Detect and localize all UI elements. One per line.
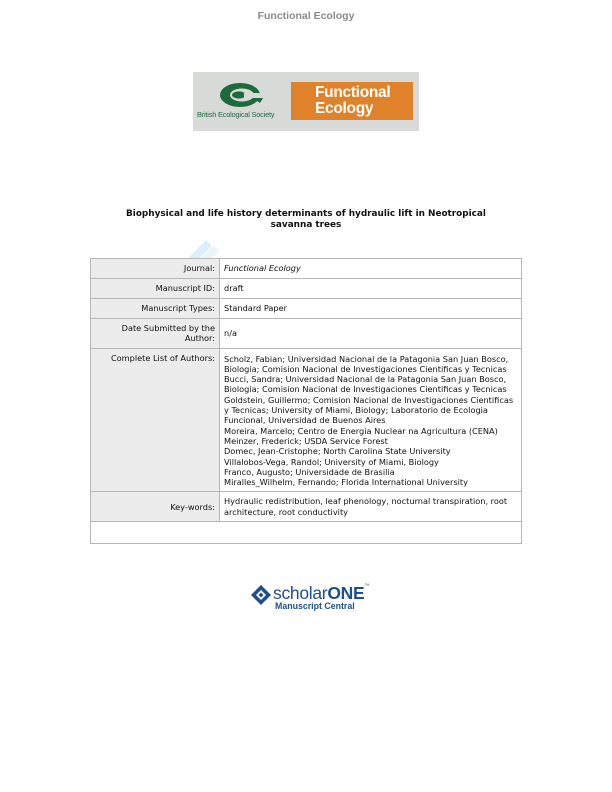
- keywords-label: Key-words:: [91, 492, 220, 522]
- manuscript-id-value: draft: [220, 279, 522, 299]
- table-row: [91, 522, 522, 544]
- date-submitted-value: n/a: [220, 319, 522, 349]
- brand-bold: ONE: [327, 583, 365, 603]
- authors-list: [220, 348, 522, 492]
- journal-value: Functional Ecology: [220, 259, 522, 279]
- journal-label: Journal:: [91, 259, 220, 279]
- table-row: [91, 299, 522, 319]
- keywords-value: Hydraulic redistribution, leaf phenology, nocturnal transpiration, root architecture, root conductivity: [220, 492, 522, 522]
- table-row: [91, 259, 522, 279]
- brand-light: scholar: [273, 583, 328, 603]
- author-entry: Meinzer, Frederick; USDA Service Forest: [224, 435, 388, 446]
- article-title-line-2: savanna trees: [270, 220, 342, 230]
- authors-label: Complete List of Authors:: [91, 348, 220, 492]
- article-title-line-1: Biophysical and life history determinants of hydraulic lift in Neotropical: [126, 209, 486, 219]
- manuscript-type-value: Standard Paper: [220, 299, 522, 319]
- scholarone-diamond-icon: [250, 584, 272, 606]
- manuscript-id-label: Manuscript ID:: [91, 279, 220, 299]
- table-row: [91, 492, 522, 522]
- bes-society-name: British Ecological Society: [197, 110, 275, 119]
- author-entry: Scholz, Fabian; Universidad Nacional de la Patagonia San Juan Bosco, Biologia; Comision Nacional de Investigaciones Cientificas y Tecnicas: [224, 353, 509, 374]
- manuscript-central-label: Manuscript Central: [275, 601, 355, 611]
- author-entry: Franco, Augusto; Universidade de Brasilia: [224, 466, 395, 477]
- running-head-title: Functional Ecology: [257, 10, 355, 22]
- journal-name-box: [291, 82, 413, 120]
- author-entry: Moreira, Marcelo; Centro de Energia Nuclear na Agricultura (CENA): [224, 425, 498, 436]
- journal-name-line-1: Functional: [315, 84, 391, 101]
- author-entry: Villalobos-Vega, Randol; University of Miami, Biology: [224, 456, 439, 467]
- article-title: [110, 209, 502, 231]
- date-label-line-2: Author:: [184, 333, 215, 344]
- bes-swirl-icon: [193, 72, 290, 131]
- trademark-mark: ™: [364, 583, 370, 589]
- manuscript-metadata-table: [90, 258, 522, 544]
- manuscript-type-label: Manuscript Types:: [91, 299, 220, 319]
- date-submitted-label: [91, 319, 220, 349]
- empty-row: [91, 522, 522, 544]
- date-label-line-1: Date Submitted by the: [121, 323, 215, 333]
- author-entry: Goldstein, Guillermo; Comision Nacional de Investigaciones Cientificas y Tecnicas; University of Miami, Biology; Laboratorio de Ecologia Funcional, Universidad de Buenos Aires: [224, 394, 514, 426]
- table-row: [91, 279, 522, 299]
- table-row: [91, 348, 522, 492]
- scholarone-logo: [250, 584, 370, 614]
- journal-name-line-2: Ecology: [315, 100, 374, 117]
- author-entry: Bucci, Sandra; Universidad Nacional de la Patagonia San Juan Bosco, Biologia; Comision Nacional de Investigaciones Cientificas y Tecnicas: [224, 374, 507, 395]
- table-row: [91, 319, 522, 349]
- author-entry: Miralles_Wilhelm, Fernando; Florida International University: [224, 477, 468, 488]
- journal-logo: [193, 72, 419, 131]
- author-entry: Domec, Jean-Cristophe; North Carolina State University: [224, 446, 451, 457]
- bes-emblem: [193, 72, 290, 131]
